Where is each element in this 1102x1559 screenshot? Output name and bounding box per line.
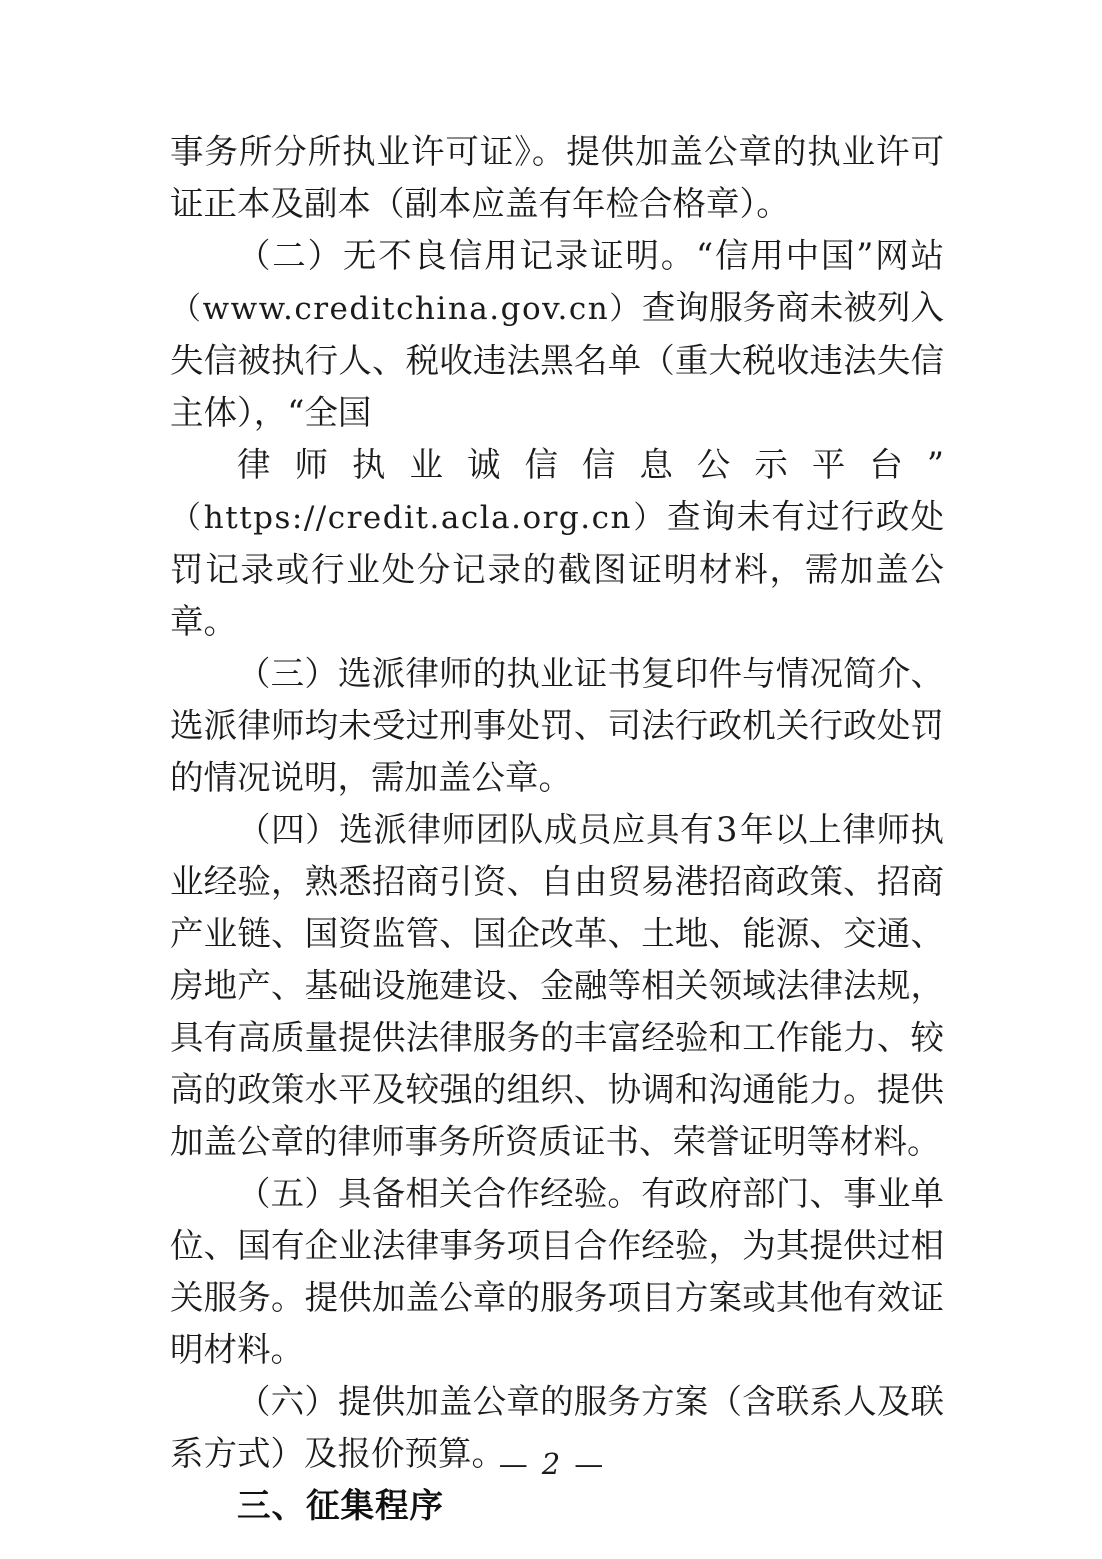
footer-dash-right: —: [574, 1447, 604, 1481]
paragraph-continuation-license: 事务所分所执业许可证》。提供加盖公章的执业许可证正本及副本（副本应盖有年检合格章）。: [170, 132, 944, 223]
page-footer: [0, 1447, 1102, 1481]
document-body: [170, 126, 944, 1532]
item-2-tail-text: 查询未有过行政处罚记录或行业处分记录的截图证明材料，需加盖公章。: [170, 497, 944, 641]
item-4-tail-text: 年以上律师执业经验，熟悉招商引资、自由贸易港招商政策、招商产业链、国资监管、国企改革、土地、能源、交通、房地产、基础设施建设、金融等相关领域法律法规，具有高质量提供法律服务的丰富经验和工作能力、较高的政策水平及较强的组织、协调和沟通能力。提供加盖公章的律师事务所资质证书、荣誉证明等材料。: [170, 810, 945, 1161]
page-number: 2: [541, 1447, 561, 1481]
paragraph-item-5-cooperation: （五）具备相关合作经验。有政府部门、事业单位、国有企业法律事务项目合作经验，为其提供过相关服务。提供加盖公章的服务项目方案或其他有效证明材料。: [170, 1174, 944, 1369]
paragraph-item-3-certificates: （三）选派律师的执业证书复印件与情况简介、选派律师均未受过刑事处罚、司法行政机关行政处罚的情况说明，需加盖公章。: [170, 654, 944, 797]
item-2-lead-text: （二）无不良信用记录证明。“信用中国”网站: [237, 236, 944, 275]
paragraph-item-6-service-plan: （六）提供加盖公章的服务方案（含联系人及联系方式）及报价预算。: [170, 1382, 944, 1473]
item-2-mid-text: 查询服务商未被列入失信被执行人、税收违法黑名单（重大税收违法失信主体），“全国: [170, 288, 945, 432]
years-experience-value: 3: [716, 810, 738, 849]
paragraph-item-2-credit: [170, 230, 944, 648]
creditchina-url: （www.creditchina.gov.cn）: [170, 291, 642, 327]
section-heading-collection-procedure: 三、征集程序: [237, 1486, 444, 1525]
lawyer-credit-platform-name: 律师执业诚信信息公示平台”: [237, 445, 944, 484]
item-4-lead-text: （四）选派律师团队成员应具有: [237, 810, 715, 849]
footer-dash-left: —: [498, 1447, 528, 1481]
acla-credit-url: （https://credit.acla.org.cn）: [170, 500, 668, 536]
paragraph-item-4-team-experience: [170, 804, 944, 1168]
